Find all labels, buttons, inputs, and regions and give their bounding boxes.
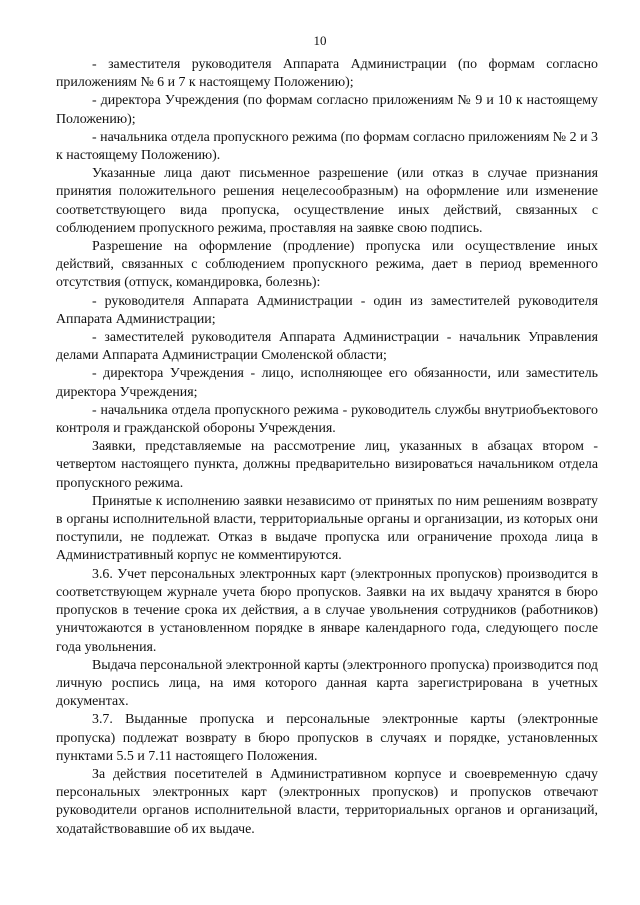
paragraph-temporary-absence: Разрешение на оформление (продление) пропуска или осуществление иных действий, связанных с соблюдением пропускного режима, дает в период временного отсутствия (отпуск, командировка, болезнь): <box>56 239 598 291</box>
page-number: 10 <box>313 33 327 48</box>
paragraph-bullet-deputy-head: - заместителя руководителя Аппарата Администрации (по формам согласно приложениям № 6 и 7 к настоящему Положению); <box>56 57 598 91</box>
document-body <box>56 56 598 839</box>
paragraph-card-issuance: Выдача персональной электронной карты (электронного пропуска) производится под личную роспись лица, на имя которого данная карта зарегистрирована в учетных документах. <box>56 657 598 710</box>
paragraph-applications-not-returned: Принятые к исполнению заявки независимо от принятых по ним решениям возврату в органы исполнительной власти, территориальные органы и организации, из которых они поступили, не подлежат. Отказ в выдаче пропуска или ограничение прохода лица в Административный корпус не комментируются. <box>56 493 598 564</box>
paragraph-bullet-director-replacement: - директора Учреждения - лицо, исполняющее его обязанности, или заместитель директора Учреждения; <box>56 366 598 400</box>
paragraph-responsibility: За действия посетителей в Административном корпусе и своевременную сдачу персональных электронных карт (электронных пропусков) и пропусков отвечают руководители органов исполнительной власти, территориальных органов и организаций, ходатайствовавшие об их выдаче. <box>56 766 598 837</box>
paragraph-bullet-director: - директора Учреждения (по формам согласно приложениям № 9 и 10 к настоящему Положению); <box>56 93 598 127</box>
paragraph-bullet-deputies-replacement: - заместителей руководителя Аппарата Администрации - начальник Управления делами Аппарата Администрации Смоленской области; <box>56 330 598 364</box>
paragraph-section-3-6: 3.6. Учет персональных электронных карт (электронных пропусков) производится в соответствующем журнале учета бюро пропусков. Заявки на их выдачу хранятся в бюро пропусков в течение срока их действия, а в случае увольнения сотрудников (работников) уничтожаются в установленном порядке в январе календарного года, следующего после года увольнения. <box>56 566 598 655</box>
paragraph-section-3-7: 3.7. Выданные пропуска и персональные электронные карты (электронные пропуска) подлежат возврату в бюро пропусков в случаях и порядке, установленных пунктами 5.5 и 7.11 настоящего Положения. <box>56 712 598 764</box>
paragraph-bullet-apparatus-head-replacement: - руководителя Аппарата Администрации - один из заместителей руководителя Аппарата Администрации; <box>56 293 598 327</box>
paragraph-bullet-head-of-access-department: - начальника отдела пропускного режима (по формам согласно приложениям № 2 и 3 к настоящему Положению). <box>56 129 598 164</box>
paragraph-bullet-access-head-replacement: - начальника отдела пропускного режима - руководитель службы внутриобъектового контроля и гражданской обороны Учреждения. <box>56 402 598 437</box>
paragraph-written-permission: Указанные лица дают письменное разрешение (или отказ в случае признания принятия положительного решения нецелесообразным) на оформление или изменение соответствующего вида пропуска, осуществление иных действий, связанных с соблюдением пропускного режима, проставляя на заявке свою подпись. <box>56 166 598 236</box>
paragraph-applications-endorsement: Заявки, представляемые на рассмотрение лиц, указанных в абзацах втором - четвертом настоящего пункта, должны предварительно визироваться начальником отдела пропускного режима. <box>56 439 598 491</box>
